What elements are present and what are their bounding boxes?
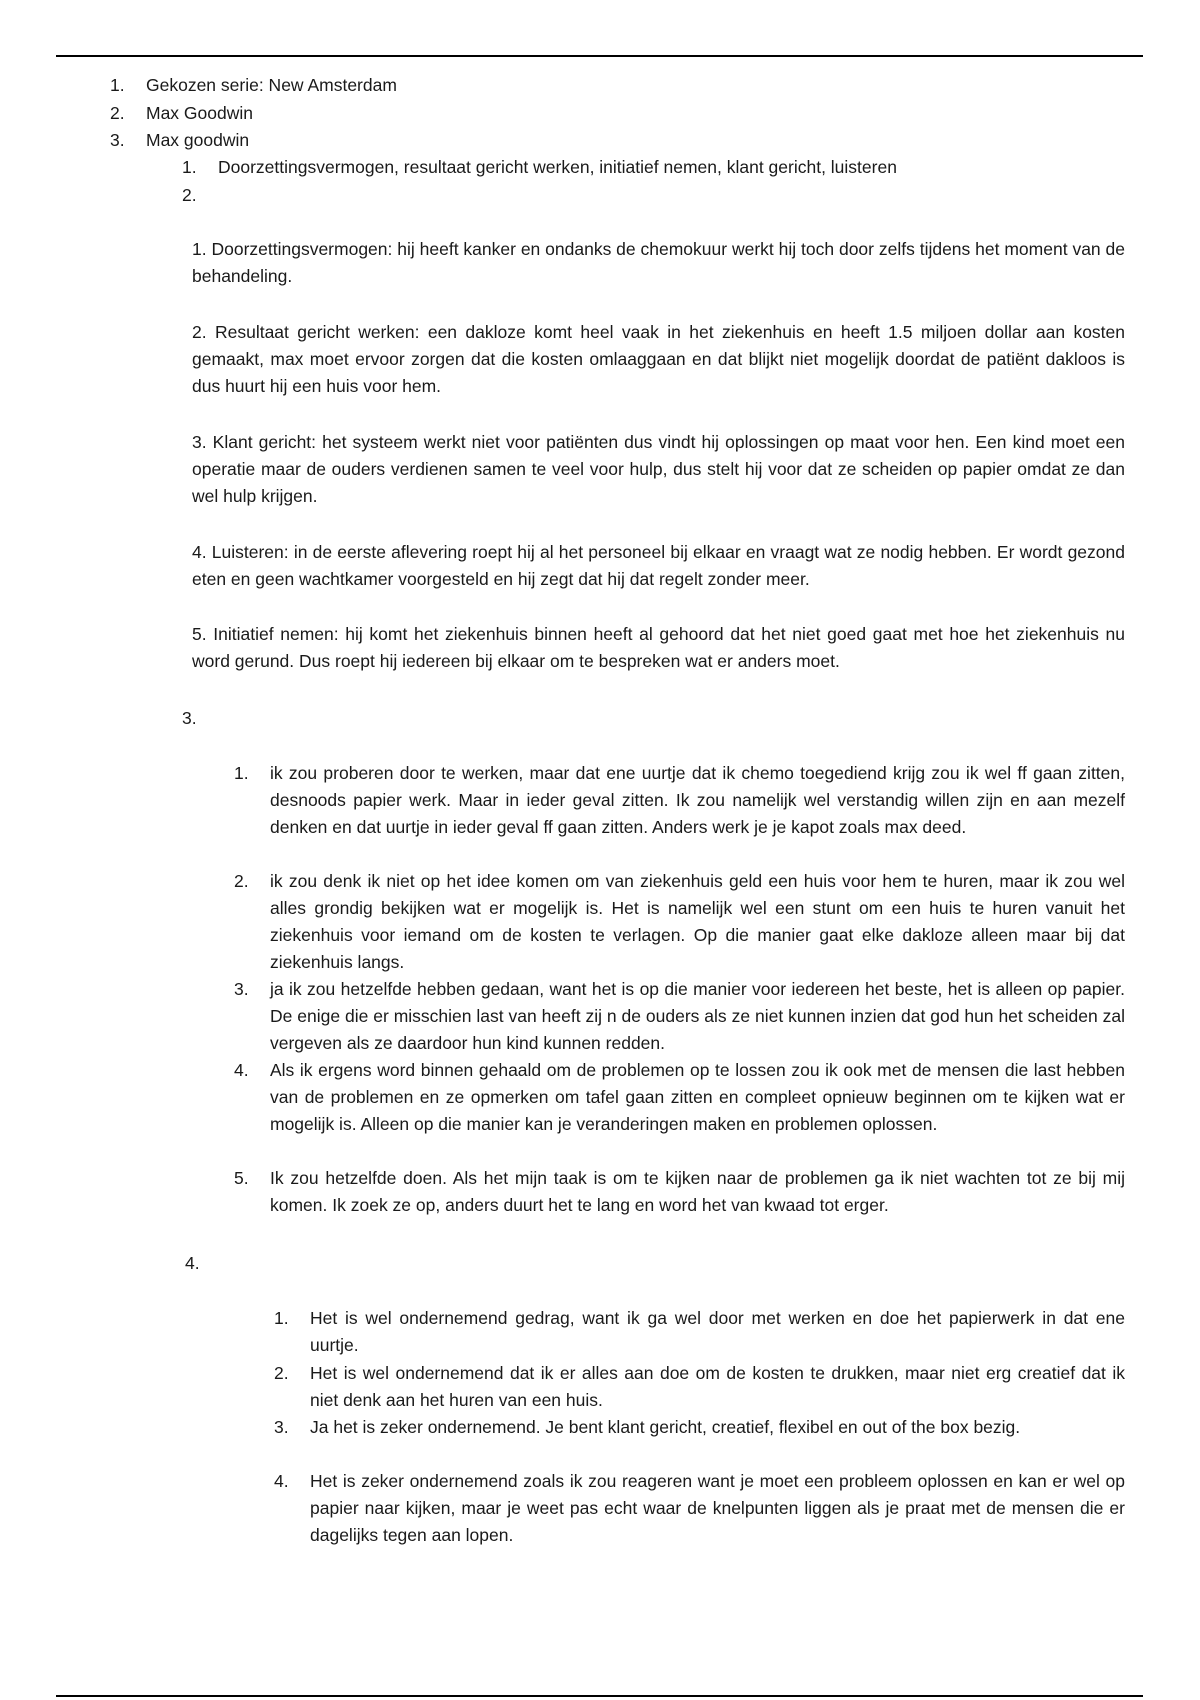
section4-heading: 4. xyxy=(185,1253,200,1273)
list-text: ja ik zou hetzelfde hebben gedaan, want het is op die manier voor iedereen het beste, het is alleen op papier. De enige die er misschien last van heeft zij n de ouders als ze niet kunnen inzien dat god hun het scheiden zal vergeven als ze daardoor hun kind kunnen redden. xyxy=(270,979,1125,1053)
list-text: Max goodwin xyxy=(146,130,250,150)
list-text: Als ik ergens word binnen gehaald om de problemen op te lossen zou ik ook met de mensen die last hebben van de problemen en ze opmerken om tafel gaan zitten en compleet opnieuw beginnen om te kijken wat er mogelijk is. Alleen op die manier kan je veranderingen maken en problemen oplossen. xyxy=(270,1060,1125,1134)
list-number: 3. xyxy=(274,1417,289,1437)
list-number: 2. xyxy=(110,103,125,123)
section2-paragraph: 2. Resultaat gericht werken: een dakloze komt heel vaak in het ziekenhuis en heeft 1.5 miljoen dollar aan kosten gemaakt, max moet ervoor zorgen dat die kosten omlaaggaan en dat blijkt niet mogelijk doordat de patiënt dakloos is dus huurt hij een huis voor hem. xyxy=(192,322,1125,396)
section2-paragraph: 4. Luisteren: in de eerste aflevering roept hij al het personeel bij elkaar en vraagt wat ze nodig hebben. Er wordt gezond eten en geen wachtkamer voorgesteld en hij zegt dat hij dat regelt zonder meer. xyxy=(192,542,1125,589)
list-number: 1. xyxy=(182,157,197,177)
list-text: ik zou proberen door te werken, maar dat ene uurtje dat ik chemo toegediend krijg zou ik wel ff gaan zitten, desnoods papier werk. Maar in ieder geval zitten. Ik zou namelijk wel verstandig willen zijn en aan mezelf denken en dat uurtje in ieder geval ff gaan zitten. Anders werk je je kapot zoals max deed. xyxy=(270,763,1125,837)
list-number: 4. xyxy=(234,1060,249,1080)
footer-rule xyxy=(56,1695,1143,1697)
list-text: Gekozen serie: New Amsterdam xyxy=(146,75,397,95)
list-text: Het is wel ondernemend dat ik er alles aan doe om de kosten te drukken, maar niet erg creatief dat ik niet denk aan het huren van een huis. xyxy=(310,1363,1125,1410)
section2-paragraph: 1. Doorzettingsvermogen: hij heeft kanker en ondanks de chemokuur werkt hij toch door zelfs tijdens het moment van de behandeling. xyxy=(192,239,1125,286)
list-number: 1. xyxy=(234,763,249,783)
list-number: 1. xyxy=(274,1308,289,1328)
list-number: 4. xyxy=(274,1471,289,1491)
list-number: 3. xyxy=(110,130,125,150)
list-number: 5. xyxy=(234,1168,249,1188)
list-number: 2. xyxy=(274,1363,289,1383)
list-text: Ik zou hetzelfde doen. Als het mijn taak is om te kijken naar de problemen ga ik niet wachten tot ze bij mij komen. Ik zoek ze op, anders duurt het te lang en word het van kwaad tot erger. xyxy=(270,1168,1125,1215)
header-rule xyxy=(56,55,1143,57)
list-number: 1. xyxy=(110,75,125,95)
list-number: 3. xyxy=(234,979,249,999)
list-number: 2. xyxy=(182,185,197,205)
list-text: Het is zeker ondernemend zoals ik zou reageren want je moet een probleem oplossen en kan er wel op papier naar kijken, maar je weet pas echt waar de knelpunten liggen als je praat met de mensen die er dagelijks tegen aan lopen. xyxy=(310,1471,1125,1545)
list-number: 2. xyxy=(234,871,249,891)
list-text: Het is wel ondernemend gedrag, want ik ga wel door met werken en doe het papierwerk in dat ene uurtje. xyxy=(310,1308,1125,1355)
list-text: ik zou denk ik niet op het idee komen om van ziekenhuis geld een huis voor hem te huren, maar ik zou wel alles grondig bekijken wat er mogelijk is. Het is namelijk wel een stunt om een huis te huren vanuit het ziekenhuis voor iemand om de kosten te verlagen. Op die manier gaat elke dakloze alleen maar bij dat ziekenhuis langs. xyxy=(270,871,1125,972)
section2-paragraph: 3. Klant gericht: het systeem werkt niet voor patiënten dus vindt hij oplossingen op maat voor hen. Een kind moet een operatie maar de ouders verdienen samen te veel voor hulp, dus stelt hij voor dat ze scheiden op papier omdat ze dan wel hulp krijgen. xyxy=(192,432,1125,506)
list-text: Ja het is zeker ondernemend. Je bent klant gericht, creatief, flexibel en out of the box bezig. xyxy=(310,1417,1021,1437)
list-text: Doorzettingsvermogen, resultaat gericht werken, initiatief nemen, klant gericht, luisteren xyxy=(218,157,897,177)
section3-heading: 3. xyxy=(182,708,197,728)
section2-paragraph: 5. Initiatief nemen: hij komt het ziekenhuis binnen heeft al gehoord dat het niet goed gaat met hoe het ziekenhuis nu word gerund. Dus roept hij iedereen bij elkaar om te bespreken wat er anders moet. xyxy=(192,624,1125,671)
list-text: Max Goodwin xyxy=(146,103,253,123)
